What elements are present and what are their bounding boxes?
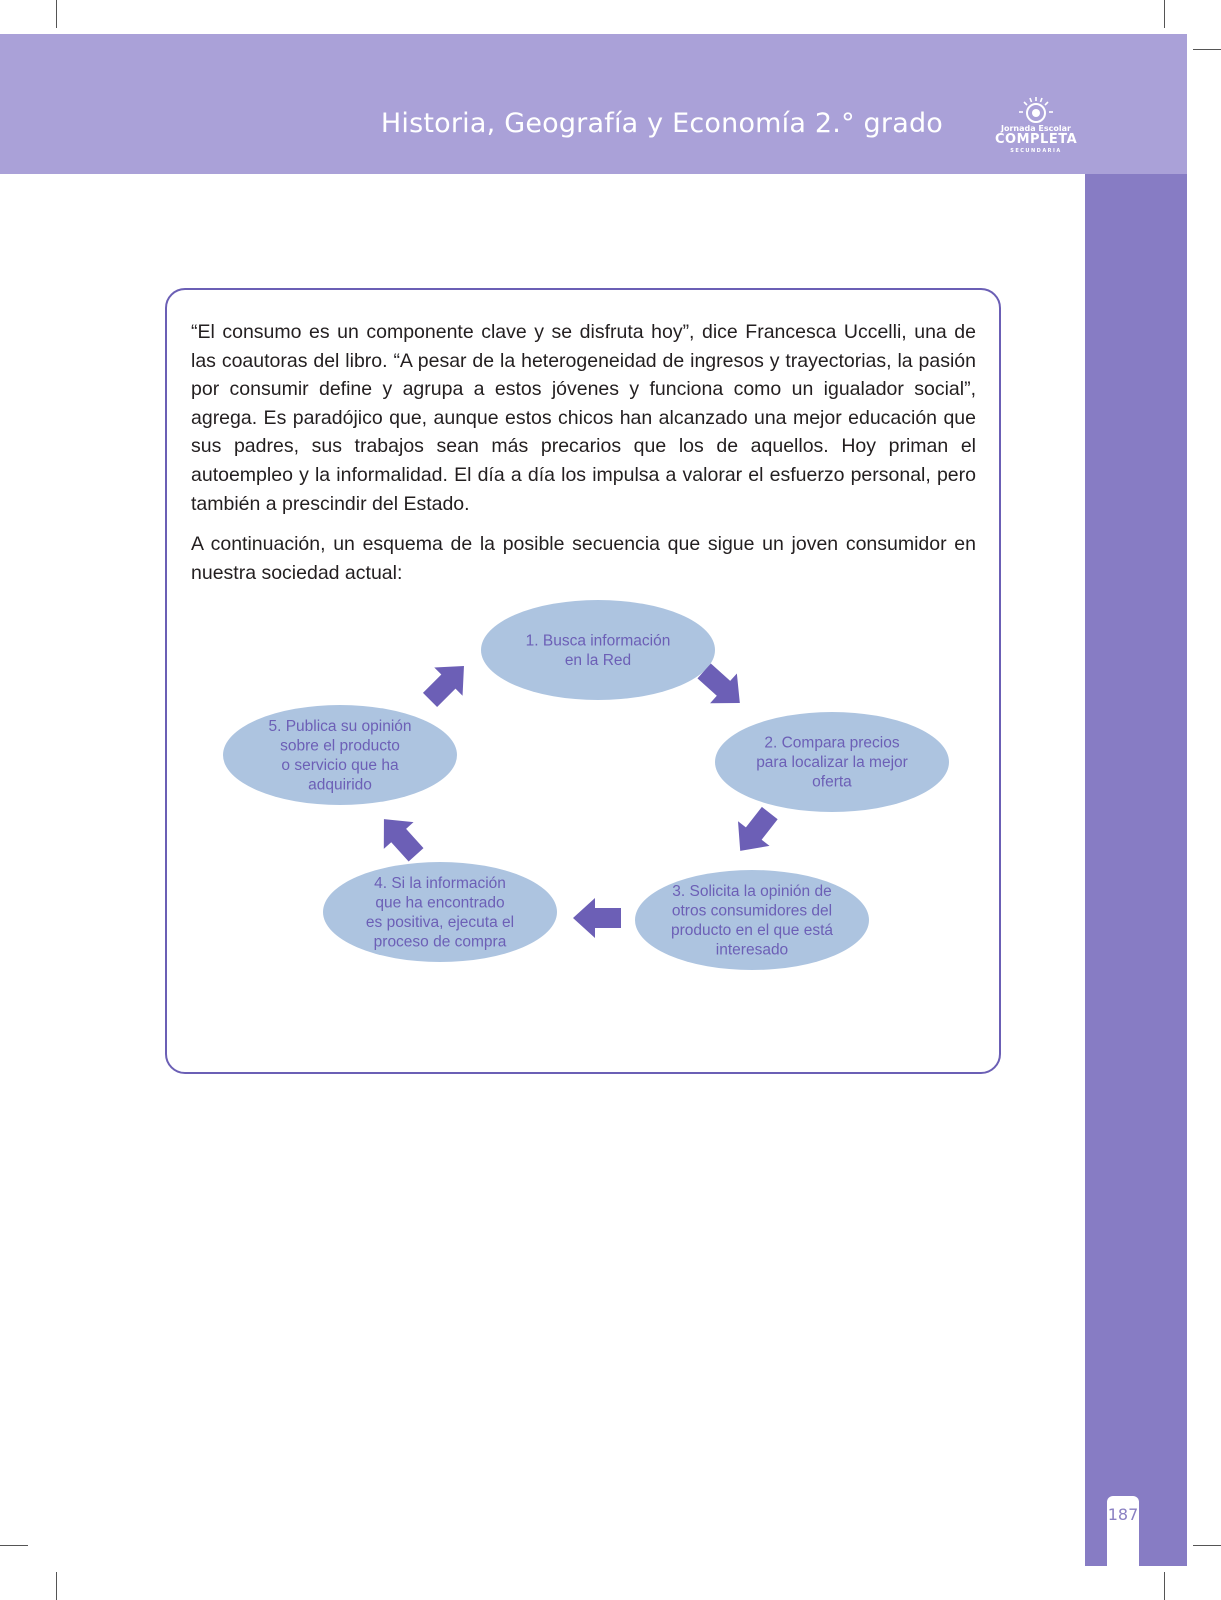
step-2-label: para localizar la mejor (756, 754, 908, 771)
step-3-label: 3. Solicita la opinión de (672, 882, 832, 900)
step-1-label: 1. Busca información (525, 632, 671, 650)
arrow-step5-to-step1 (416, 652, 478, 714)
step-2-label: oferta (812, 773, 852, 791)
step-2-node (715, 712, 949, 812)
crop-mark (1193, 49, 1221, 50)
step-5-node (223, 705, 457, 805)
sun-icon (995, 95, 1077, 125)
arrow-step3-to-step4 (573, 898, 621, 938)
step-4-node (323, 862, 557, 962)
page-header-title: Historia, Geografía y Economía 2.° grado (380, 108, 943, 139)
step-3-label: producto en el que está (670, 921, 834, 939)
crop-mark (56, 0, 57, 28)
body-paragraph-1: “El consumo es un componente clave y se disfruta hoy”, dice Francesca Uccelli, una de las coautoras del libro. “A pesar de la heterogeneidad de ingresos y trayectorias, la pasión por consumir define y agrupa a estos jóvenes y funciona como un igualador social”, agrega. Es paradójico que, aunque estos chicos han alcanzado una mejor educación que sus padres, sus trabajos sean más precarios que los de aquellos. Hoy priman el autoempleo y la informalidad. El día a día los impulsa a valorar el esfuerzo personal, pero también a prescindir del Estado. (191, 321, 976, 515)
body-paragraph-2: A continuación, un esquema de la posible secuencia que sigue un joven consumidor en nuestra sociedad actual: (191, 533, 976, 584)
step-3-label: interesado (715, 941, 789, 959)
step-2-label: 2. Compara precios (764, 734, 900, 752)
crop-mark (56, 1572, 57, 1600)
crop-mark (1193, 1545, 1221, 1546)
page-number: 187 (1107, 1505, 1139, 1524)
arrow-step4-to-step5 (369, 806, 431, 868)
arrow-step2-to-step3 (724, 801, 785, 863)
step-4-label: 4. Si la información (374, 874, 506, 892)
step-4-label: es positiva, ejecuta el (365, 913, 515, 931)
step-1-ellipse (481, 600, 715, 700)
step-3-label: otros consumidores del (671, 902, 833, 920)
step-4-label: proceso de compra (373, 933, 507, 951)
step-1-label: en la Red (564, 651, 632, 669)
side-band (1085, 174, 1187, 1566)
jornada-escolar-logo (995, 95, 1077, 157)
crop-mark (1164, 1572, 1165, 1600)
logo-text-completa: COMPLETA (995, 132, 1078, 147)
step-5-label: o servicio que ha (281, 756, 399, 774)
consumer-sequence-diagram (210, 600, 970, 980)
crop-mark (0, 1545, 28, 1546)
step-5-label: 5. Publica su opinión (268, 717, 412, 735)
step-5-label: sobre el producto (280, 737, 400, 755)
logo-text-jornada: Jornada Escolar (1001, 124, 1071, 133)
step-1-node (481, 600, 715, 700)
crop-mark (1164, 0, 1165, 28)
step-4-label: que ha encontrado (375, 894, 505, 912)
step-3-node (635, 870, 869, 970)
step-5-label: adquirido (308, 776, 372, 794)
logo-text-secundaria: SECUNDARIA (1010, 148, 1062, 154)
